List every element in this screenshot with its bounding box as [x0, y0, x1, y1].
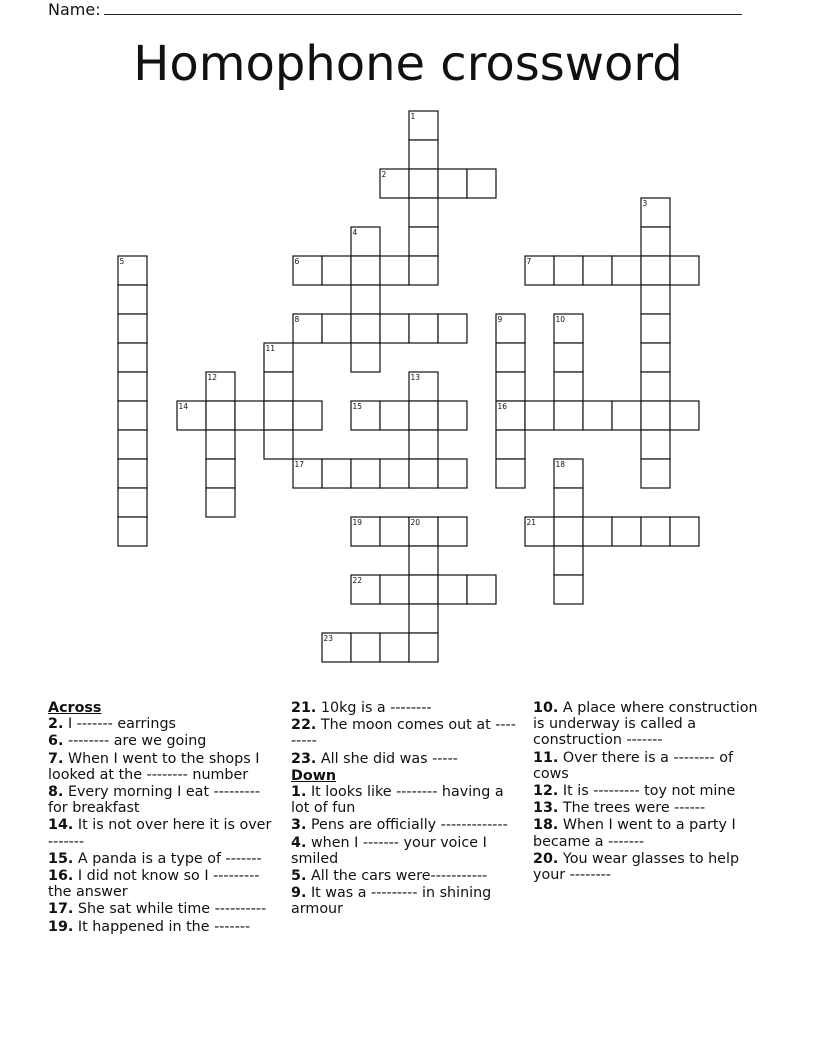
- clue-number: 22: [352, 576, 363, 585]
- grid-cell[interactable]: [641, 285, 670, 314]
- grid-cell[interactable]: [409, 314, 438, 343]
- clue-item-number: 17.: [48, 901, 74, 918]
- clue-item-text: A place where construction is underway is called a construction -------: [533, 700, 758, 749]
- clue-item-number: 23.: [291, 750, 317, 767]
- grid-cell[interactable]: [380, 575, 409, 604]
- clue-number: 11: [265, 344, 276, 353]
- grid-cell[interactable]: [118, 343, 147, 372]
- grid-cell[interactable]: [612, 256, 641, 285]
- clue-item: [291, 885, 516, 917]
- clue-item-text: It was a --------- in shining armour: [291, 885, 492, 918]
- grid-cell[interactable]: [641, 343, 670, 372]
- grid-cell[interactable]: [322, 256, 351, 285]
- grid-cell[interactable]: [118, 285, 147, 314]
- grid-cell[interactable]: [554, 343, 583, 372]
- clue-item-number: 16.: [48, 868, 74, 885]
- grid-cell[interactable]: [641, 227, 670, 256]
- grid-cell[interactable]: [409, 575, 438, 604]
- grid-cell[interactable]: [206, 430, 235, 459]
- clue-item: [291, 717, 516, 749]
- grid-cell[interactable]: [641, 459, 670, 488]
- clue-number: 3: [642, 199, 648, 208]
- grid-cell[interactable]: [496, 343, 525, 372]
- grid-cell[interactable]: [525, 401, 554, 430]
- grid-cell[interactable]: [409, 198, 438, 227]
- grid-cell[interactable]: [438, 517, 467, 546]
- clue-item: [291, 751, 516, 767]
- grid-cell[interactable]: [641, 401, 670, 430]
- clue-item: [48, 901, 273, 917]
- grid-cell[interactable]: [496, 372, 525, 401]
- clue-item-number: 1.: [291, 784, 307, 801]
- grid-cell[interactable]: [670, 401, 699, 430]
- grid-cell[interactable]: [264, 401, 293, 430]
- clue-item-number: 12.: [533, 783, 559, 800]
- clue-number: 21: [526, 518, 537, 527]
- clue-item-text: The moon comes out at ---------: [291, 717, 516, 750]
- clue-number: 19: [352, 518, 363, 527]
- clue-item-number: 15.: [48, 850, 74, 867]
- grid-cell[interactable]: [438, 169, 467, 198]
- grid-cell[interactable]: [612, 401, 641, 430]
- clue-item: [48, 751, 273, 783]
- grid-cell[interactable]: [496, 430, 525, 459]
- clue-item: [533, 700, 758, 749]
- grid-cell[interactable]: [612, 517, 641, 546]
- clue-item-text: You wear glasses to help your --------: [533, 850, 740, 884]
- grid-cell[interactable]: [670, 517, 699, 546]
- grid-cell[interactable]: [409, 430, 438, 459]
- grid-cell[interactable]: [641, 430, 670, 459]
- clue-item-text: When I went to a party I became a -------: [533, 817, 736, 850]
- grid-cell[interactable]: [322, 314, 351, 343]
- clue-item-number: 18.: [533, 817, 559, 834]
- across-header: Across: [48, 700, 102, 716]
- clue-number: 13: [410, 373, 421, 382]
- clue-item-text: All she did was -----: [320, 750, 458, 767]
- clue-item-text: Every morning I eat ---------for breakfast: [48, 784, 261, 817]
- clue-item-number: 10.: [533, 700, 559, 716]
- clue-item: [533, 750, 758, 782]
- page-title: Homophone crossword: [133, 36, 683, 92]
- grid-cell[interactable]: [351, 314, 380, 343]
- clue-number: 4: [352, 228, 358, 237]
- clue-item-number: 21.: [291, 700, 317, 716]
- grid-cell[interactable]: [641, 372, 670, 401]
- clue-item: [48, 784, 273, 816]
- grid-cell[interactable]: [583, 401, 612, 430]
- grid-cell[interactable]: [409, 169, 438, 198]
- clue-item-number: 19.: [48, 918, 74, 935]
- grid-cell[interactable]: [438, 314, 467, 343]
- grid-cell[interactable]: [554, 256, 583, 285]
- grid-cell[interactable]: [380, 633, 409, 662]
- grid-cell[interactable]: [409, 546, 438, 575]
- clues-column-2: [291, 700, 516, 919]
- clue-item-text: It is --------- toy not mine: [562, 783, 736, 800]
- clue-item-number: 8.: [48, 784, 64, 801]
- grid-cell[interactable]: [409, 401, 438, 430]
- grid-cell[interactable]: [380, 314, 409, 343]
- grid-cell[interactable]: [554, 401, 583, 430]
- clue-number: 16: [497, 402, 508, 411]
- grid-cell[interactable]: [496, 459, 525, 488]
- clue-item: [533, 800, 758, 816]
- clue-item-text: 10kg is a --------: [320, 700, 432, 716]
- clue-item: [533, 851, 758, 883]
- clue-item-number: 20.: [533, 850, 559, 867]
- grid-cell[interactable]: [409, 256, 438, 285]
- clue-item-text: She sat while time ----------: [77, 901, 267, 918]
- clue-number: 14: [178, 402, 189, 411]
- clue-number: 9: [497, 315, 503, 324]
- grid-cell[interactable]: [118, 488, 147, 517]
- clue-number: 7: [526, 257, 532, 266]
- grid-cell[interactable]: [322, 459, 351, 488]
- clue-number: 23: [323, 634, 334, 643]
- clue-item-number: 2.: [48, 716, 64, 733]
- clue-item-number: 5.: [291, 868, 307, 885]
- clue-number: 12: [207, 373, 218, 382]
- grid-cell[interactable]: [467, 575, 496, 604]
- clue-item: [291, 868, 516, 884]
- grid-cell[interactable]: [438, 575, 467, 604]
- grid-cell[interactable]: [380, 517, 409, 546]
- grid-cell[interactable]: [554, 488, 583, 517]
- clue-item-text: It looks like -------- having a lot of fun: [291, 784, 504, 817]
- clue-item-text: All the cars were-----------: [310, 868, 488, 885]
- grid-cell[interactable]: [351, 633, 380, 662]
- clue-item-text: when I ------- your voice I smiled: [291, 834, 487, 867]
- grid-cell[interactable]: [380, 401, 409, 430]
- grid-cell[interactable]: [554, 517, 583, 546]
- clue-number: 20: [410, 518, 421, 527]
- down-header: Down: [291, 767, 337, 784]
- grid-cell[interactable]: [206, 401, 235, 430]
- clue-number: 2: [381, 170, 387, 179]
- clue-item-number: 13.: [533, 800, 559, 817]
- clue-item-text: A panda is a type of -------: [77, 850, 262, 867]
- grid-cell[interactable]: [554, 372, 583, 401]
- clue-item: [533, 817, 758, 849]
- grid-cell[interactable]: [409, 140, 438, 169]
- clue-item-text: I ------- earrings: [67, 716, 176, 733]
- grid-cell[interactable]: [264, 372, 293, 401]
- clue-item-text: Over there is a -------- of cows: [533, 749, 734, 782]
- grid-cell[interactable]: [641, 256, 670, 285]
- grid-cell[interactable]: [641, 517, 670, 546]
- grid-cell[interactable]: [118, 401, 147, 430]
- grid-cell[interactable]: [641, 314, 670, 343]
- clue-item: [291, 835, 516, 867]
- clue-item: [291, 700, 516, 716]
- grid-cell[interactable]: [206, 488, 235, 517]
- clue-item-text: I did not know so I --------- the answer: [48, 868, 260, 901]
- grid-cell[interactable]: [351, 285, 380, 314]
- clue-item: [48, 851, 273, 867]
- grid-cell[interactable]: [554, 546, 583, 575]
- name-label: Name:: [48, 0, 101, 19]
- grid-cell[interactable]: [118, 314, 147, 343]
- grid-cell[interactable]: [409, 604, 438, 633]
- clue-item-number: 4.: [291, 834, 307, 851]
- clue-number: 15: [352, 402, 363, 411]
- clue-item-text: It happened in the -------: [77, 918, 251, 935]
- grid-cell[interactable]: [438, 459, 467, 488]
- grid-cell[interactable]: [293, 401, 322, 430]
- clue-number: 17: [294, 460, 305, 469]
- grid-cell[interactable]: [554, 575, 583, 604]
- clue-item-text: It is not over here it is over -------: [48, 817, 272, 850]
- clue-item: [48, 733, 273, 749]
- clue-item-text: When I went to the shops I looked at the -------- number: [48, 750, 260, 783]
- clue-item-number: 14.: [48, 817, 74, 834]
- grid-cell[interactable]: [380, 256, 409, 285]
- clue-item-number: 3.: [291, 817, 307, 834]
- clue-number: 10: [555, 315, 566, 324]
- grid-cell[interactable]: [438, 401, 467, 430]
- clues-column-1: [48, 700, 273, 936]
- clue-item-number: 22.: [291, 717, 317, 734]
- clue-item-number: 6.: [48, 733, 64, 750]
- clue-item-number: 7.: [48, 750, 64, 767]
- clue-item-text: Pens are officially -------------: [310, 817, 508, 834]
- clue-item: [48, 817, 273, 849]
- clue-number: 8: [294, 315, 300, 324]
- grid-cell[interactable]: [351, 256, 380, 285]
- clue-item-text: -------- are we going: [67, 733, 207, 750]
- clue-number: 5: [119, 257, 125, 266]
- grid-cell[interactable]: [409, 227, 438, 256]
- clue-item: [48, 868, 273, 900]
- clue-item: [48, 919, 273, 935]
- grid-cell[interactable]: [118, 459, 147, 488]
- grid-cell[interactable]: [351, 343, 380, 372]
- clue-number: 1: [410, 112, 416, 121]
- grid-cell[interactable]: [670, 256, 699, 285]
- grid-cell[interactable]: [409, 459, 438, 488]
- grid-cell[interactable]: [264, 430, 293, 459]
- grid-cell[interactable]: [118, 430, 147, 459]
- clue-item: [291, 817, 516, 833]
- clues-column-3: [533, 700, 758, 884]
- clue-number: 18: [555, 460, 566, 469]
- grid-cell[interactable]: [118, 372, 147, 401]
- grid-cell[interactable]: [380, 459, 409, 488]
- grid-cell[interactable]: [467, 169, 496, 198]
- clue-item-number: 9.: [291, 885, 307, 902]
- clue-item: [533, 783, 758, 799]
- clue-item: [291, 784, 516, 816]
- clue-item-text: The trees were ------: [562, 800, 706, 817]
- grid-cell[interactable]: [235, 401, 264, 430]
- clue-item: [48, 716, 273, 732]
- grid-cell[interactable]: [351, 459, 380, 488]
- grid-cell[interactable]: [118, 517, 147, 546]
- grid-cell[interactable]: [583, 517, 612, 546]
- clue-item-number: 11.: [533, 749, 559, 766]
- grid-cell[interactable]: [206, 459, 235, 488]
- clue-number: 6: [294, 257, 300, 266]
- grid-cell[interactable]: [583, 256, 612, 285]
- grid-cell[interactable]: [409, 633, 438, 662]
